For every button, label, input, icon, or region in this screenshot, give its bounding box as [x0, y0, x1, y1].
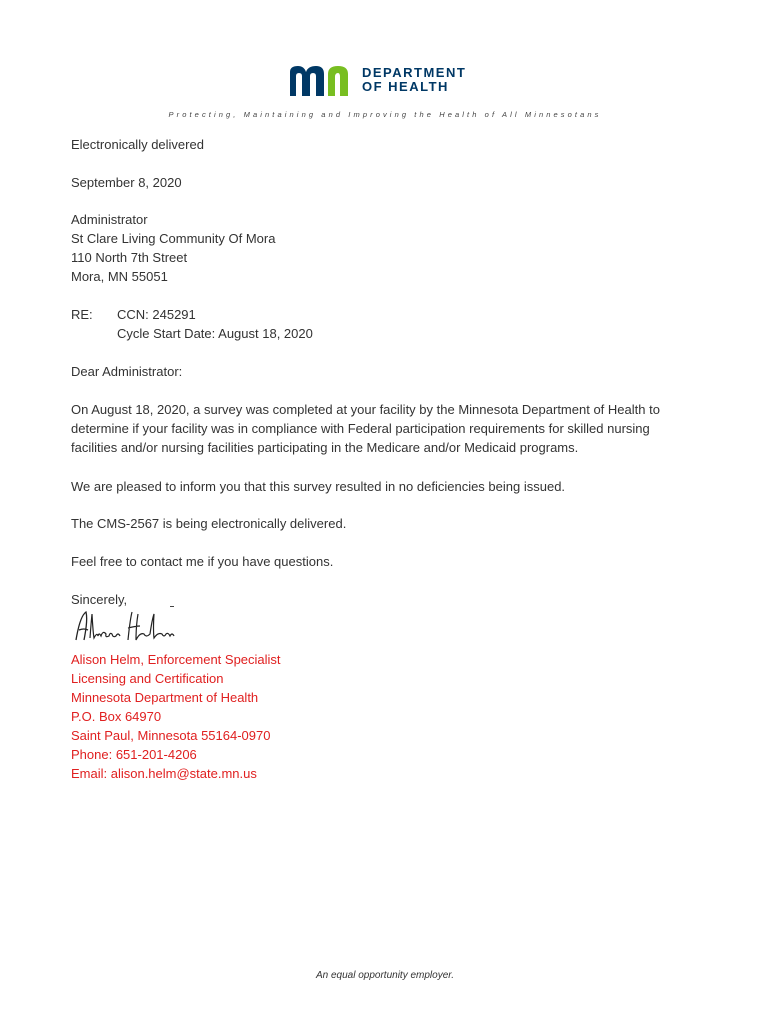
logo-text-line1: DEPARTMENT — [362, 65, 467, 80]
paragraph-line: On August 18, 2020, a survey was completed at your facility by the Minnesota Department of Health to — [71, 402, 660, 417]
paragraph-4: Feel free to contact me if you have questions. — [71, 554, 334, 569]
delivery-note: Electronically delivered — [71, 137, 204, 152]
signature-mark — [170, 606, 174, 607]
signer-po-box: P.O. Box 64970 — [71, 709, 162, 724]
paragraph-3: The CMS-2567 is being electronically delivered. — [71, 516, 347, 531]
re-label: RE: — [71, 307, 93, 322]
address-line: Mora, MN 55051 — [71, 269, 168, 284]
address-line: St Clare Living Community Of Mora — [71, 231, 276, 246]
paragraph-1 — [71, 400, 711, 457]
address-line: 110 North 7th Street — [71, 250, 188, 265]
logo-wordmark — [362, 66, 466, 94]
signer-division: Licensing and Certification — [71, 671, 224, 686]
footer-note: An equal opportunity employer. — [315, 970, 455, 981]
paragraph-line: facilities and/or nursing facilities participating in the Medicare and/or Medicaid programs. — [71, 440, 579, 455]
signer-city: Saint Paul, Minnesota 55164-0970 — [71, 728, 271, 743]
letterhead — [0, 62, 770, 102]
tagline: Protecting, Maintaining and Improving the Health of All Minnesotans — [168, 110, 602, 119]
paragraph-line: determine if your facility was in compliance with Federal participation requirements for skilled nursing — [71, 421, 650, 436]
signer-email: Email: alison.helm@state.mn.us — [71, 766, 257, 781]
letter-date: September 8, 2020 — [71, 175, 182, 190]
logo-text-line2: OF HEALTH — [362, 79, 449, 94]
re-lines — [117, 305, 313, 343]
re-cycle-start: Cycle Start Date: August 18, 2020 — [117, 326, 313, 341]
signer-name-title: Alison Helm, Enforcement Specialist — [71, 652, 281, 667]
signer-department: Minnesota Department of Health — [71, 690, 259, 705]
signer-block — [71, 650, 711, 783]
paragraph-2: We are pleased to inform you that this survey resulted in no deficiencies being issued. — [71, 479, 566, 494]
address-line: Administrator — [71, 212, 148, 227]
closing: Sincerely, — [71, 592, 128, 607]
re-ccn: CCN: 245291 — [117, 307, 196, 322]
salutation: Dear Administrator: — [71, 364, 183, 379]
address-block — [71, 210, 711, 286]
signer-phone: Phone: 651-201-4206 — [71, 747, 197, 762]
handwritten-signature — [70, 606, 180, 646]
